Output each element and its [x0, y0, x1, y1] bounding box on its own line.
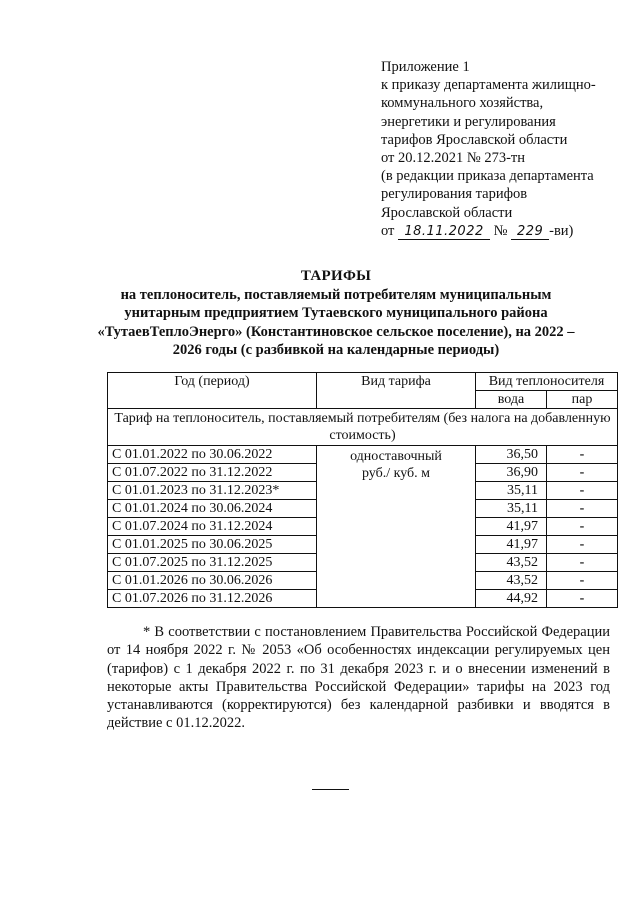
row-steam-value: -	[547, 446, 618, 464]
document-title	[60, 267, 612, 360]
row-period: С 01.07.2024 по 31.12.2024	[108, 518, 317, 536]
row-period: С 01.01.2022 по 30.06.2022	[108, 446, 317, 464]
row-water-value: 43,52	[476, 572, 547, 590]
header-coolant-type: Вид теплоносителя	[476, 373, 618, 391]
appendix-line: коммунального хозяйства,	[381, 95, 544, 112]
appendix-line: Приложение 1	[381, 59, 470, 75]
handwritten-date: 18.11.2022	[398, 224, 490, 240]
row-steam-value: -	[547, 518, 618, 536]
footnote: * В соответствии с постановлением Правительства Российской Федерации от 14 ноября 2022 г. № 2053 «Об особенностях индексации регулируемых цен (тарифов) с 1 декабря 2022 г. по 31 декабря 2023 г. и о внесении изменений в некоторые акты Правительства Российской Федерации» тарифы на 2023 год устанавливаются (корректируются) без календарной разбивки и вводятся в действие с 01.12.2022.	[107, 624, 610, 732]
row-steam-value: -	[547, 536, 618, 554]
header-period: Год (период)	[108, 373, 317, 409]
header-water: вода	[476, 391, 547, 409]
header-tariff-type: Вид тарифа	[317, 373, 476, 409]
row-steam-value: -	[547, 554, 618, 572]
appendix-line: (в редакции приказа департамента	[381, 168, 594, 185]
row-steam-value: -	[547, 590, 618, 608]
section-caption: Тариф на теплоноситель, поставляемый потребителям (без налога на добавленную стоимость)	[108, 409, 618, 446]
row-period: С 01.01.2025 по 30.06.2025	[108, 536, 317, 554]
row-period: С 01.01.2023 по 31.12.2023*	[108, 482, 317, 500]
tariff-type-cell	[317, 446, 476, 608]
table-header-row	[108, 373, 618, 391]
appendix-line: энергетики и регулирования	[381, 113, 556, 130]
appendix-line: регулирования тарифов	[381, 186, 528, 203]
row-period: С 01.07.2022 по 31.12.2022	[108, 464, 317, 482]
amendment-prefix: от	[381, 222, 395, 239]
handwritten-number: 229	[511, 224, 549, 240]
row-steam-value: -	[547, 482, 618, 500]
number-sign: №	[493, 222, 508, 239]
row-water-value: 41,97	[476, 536, 547, 554]
row-water-value: 35,11	[476, 482, 547, 500]
row-steam-value: -	[547, 500, 618, 518]
amendment-suffix: -ви)	[549, 222, 574, 239]
row-period: С 01.07.2026 по 31.12.2026	[108, 590, 317, 608]
title-line: на теплоноситель, поставляемый потребителям муниципальным	[120, 286, 552, 303]
row-water-value: 41,97	[476, 518, 547, 536]
row-period: С 01.01.2026 по 30.06.2026	[108, 572, 317, 590]
tariff-type-name: одноставочный	[350, 449, 442, 464]
row-water-value: 43,52	[476, 554, 547, 572]
title-main: ТАРИФЫ	[300, 268, 372, 284]
appendix-amendment-line	[381, 222, 626, 240]
row-steam-value: -	[547, 464, 618, 482]
row-period: С 01.07.2025 по 31.12.2025	[108, 554, 317, 572]
closing-divider	[312, 789, 349, 790]
tariff-type-unit: руб./ куб. м	[361, 466, 431, 481]
row-steam-value: -	[547, 572, 618, 590]
title-line: «ТутаевТеплоЭнерго» (Константиновское сельское поселение), на 2022 –	[97, 323, 575, 340]
appendix-line: тарифов Ярославской области	[381, 131, 568, 148]
title-line: унитарным предприятием Тутаевского муниципального района	[124, 305, 548, 321]
appendix-line: к приказу департамента жилищно-	[381, 77, 596, 94]
row-water-value: 44,92	[476, 590, 547, 608]
table-row	[108, 446, 618, 464]
appendix-block	[381, 58, 626, 240]
title-line: 2026 годы (с разбивкой на календарные периоды)	[172, 342, 500, 358]
header-steam: пар	[547, 391, 618, 409]
appendix-line: Ярославской области	[381, 204, 513, 221]
tariff-table	[107, 372, 618, 608]
row-water-value: 36,90	[476, 464, 547, 482]
row-period: С 01.01.2024 по 30.06.2024	[108, 500, 317, 518]
row-water-value: 36,50	[476, 446, 547, 464]
row-water-value: 35,11	[476, 500, 547, 518]
appendix-line: от 20.12.2021 № 273-тн	[381, 150, 526, 167]
section-caption-row	[108, 409, 618, 446]
